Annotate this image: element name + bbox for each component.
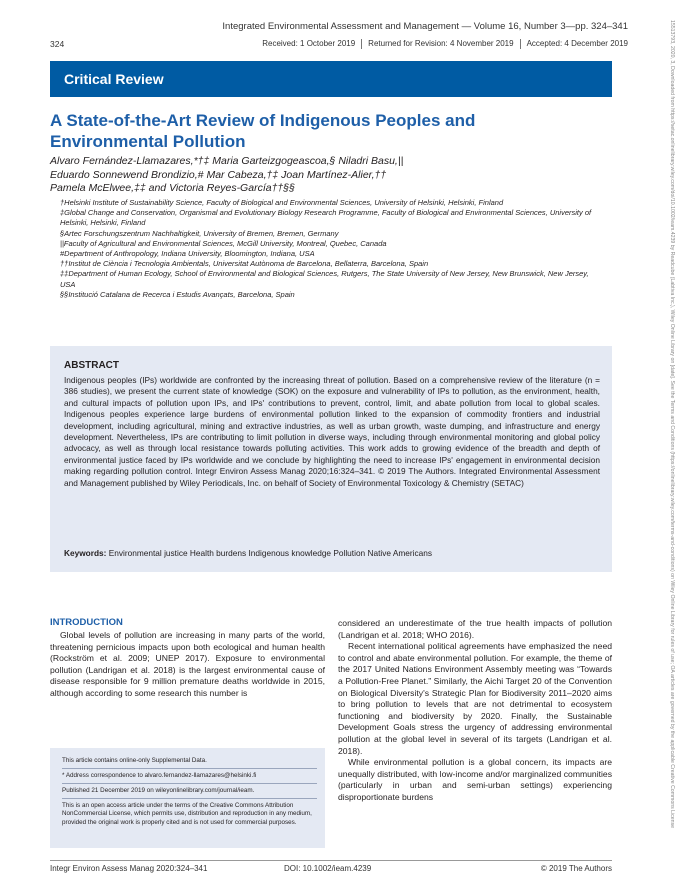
affiliation-item: ‡Global Change and Conservation, Organismal and Evolutionary Biology Research Programme, Faculty of Biological and Environmental Sciences, University of Helsinki, Helsinki, Finland — [60, 208, 592, 228]
abstract-text: Indigenous peoples (IPs) worldwide are confronted by the increasing threat of pollution. Based on a comprehensive review of the literature (n = 386 studies), we present the current state of knowledge (SOK) on the exposure and vulnerability of IPs to pollution, as the environment, health, and cultural impacts of pollution upon IPs, and IPs' contributions to prevent, control, limit, and abate pollution from local to global scales. Indigenous peoples experience large burdens of environmental pollution linked to the expansion of commodity frontiers and industrial development, including agricultural, mining and extractive industries, as well as urban growth, waste dumping, and infrastructure and energy development. Nevertheless, IPs are contributing to limit pollution in diverse ways, including through environmental monitoring and global policy advocacy, as well as through local resistance towards polluting activities. This work adds to growing evidence of the breadth and depth of environmental justice faced by IPs worldwide and we conclude by highlighting the need to increase IPs' engagement in environmental decision making regarding pollution control. Integr Environ Assess Manag 2020;16:324–341. © 2019 The Authors. Integrated Environmental Assessment and Management published by Wiley Periodicals, Inc. on behalf of Society of Environmental Toxicology & Chemistry (SETAC) — [64, 375, 600, 488]
divider — [361, 39, 362, 49]
download-notice: 15513793, 2020, 3, Downloaded from https://setac.onlinelibrary.wiley.com/doi/10.1002/ieam.4239 by Readcube (Labtiva Inc.), Wiley Online Library on [date]. See the Terms and Conditions (https://onlinelibrary.wiley.com/terms-and-conditions) on Wiley Online Library for rules of use; OA articles are governed by the applicable Creative Commons License — [669, 20, 675, 829]
author-line: Alvaro Fernández-Llamazares,*†‡ Maria Garteizgogeascoa,§ Niladri Basu,|| — [50, 155, 404, 167]
affiliation-item: §Artec Forschungszentrum Nachhaltigkeit, University of Bremen, Bremen, Germany — [60, 228, 339, 238]
footer-copyright: © 2019 The Authors — [540, 864, 612, 873]
article-title: A State-of-the-Art Review of Indigenous Peoples and Environmental Pollution — [50, 111, 476, 151]
affiliation-list — [60, 198, 605, 300]
correspondence-note: * Address correspondence to alvaro.fernandez-llamazares@helsinki.fi — [62, 772, 257, 779]
body-paragraph: considered an underestimate of the true health impacts of pollution (Landrigan et al. 2018; WHO 2016). — [338, 618, 612, 640]
returned-date: Returned for Revision: 4 November 2019 — [368, 39, 514, 49]
footer-divider — [50, 860, 612, 861]
author-list — [50, 155, 610, 196]
author-line: Eduardo Sonnewend Brondizio,# Mar Cabeza,†‡ Joan Martínez-Alier,†† — [50, 168, 387, 181]
divider — [62, 783, 317, 784]
article-type-banner — [50, 61, 612, 97]
side-margin-strip — [666, 20, 678, 860]
affiliation-item: ‡‡Department of Human Ecology, School of Environmental and Biological Sciences, Rutgers, The State University of New Jersey, New Brunswick, New Jersey, USA — [60, 269, 589, 289]
published-note: Published 21 December 2019 on wileyonlinelibrary.com/journal/ieam. — [62, 787, 255, 794]
keywords-list: Environmental justice Health burdens Indigenous knowledge Pollution Native Americans — [108, 548, 433, 558]
accepted-date: Accepted: 4 December 2019 — [526, 39, 628, 49]
body-paragraph: Global levels of pollution are increasing in many parts of the world, threatening pernicious impacts upon both ecological and human health (Rockström et al. 2009; UNEP 2017). Exposure to environmental pollution (Landrigan et al. 2018) is the largest environmental cause of disease responsible for 9 million premature deaths worldwide in 2015, although according to some research this number is — [50, 630, 325, 698]
abstract-heading: ABSTRACT — [64, 360, 119, 371]
keywords-label: Keywords: — [64, 548, 107, 558]
body-paragraph: Recent international political agreements have emphasized the need to control and abate environmental pollution. For example, the theme of the 2017 United Nations Environment Assembly meeting was “Towards a Pollution-Free Planet.” Similarly, the Aichi Target 20 of the Convention on Biological Diversity's Strategic Plan for Biodiversity 2011–2020 aims to bring pollution to levels that are not detrimental to ecosystem functioning and biodiversity by 2020. Finally, the Sustainable Development Goals stress the urgency of addressing environmental pollution at the global level in several of its targets (Landrigan et al. 2018). — [338, 641, 612, 756]
divider — [62, 768, 317, 769]
divider — [62, 798, 317, 799]
journal-title: Integrated Environmental Assessment and Management — Volume 16, Number 3—pp. 324–341 — [222, 21, 628, 32]
affiliation-item: †Helsinki Institute of Sustainability Science, Faculty of Biological and Environmental Sciences, University of Helsinki, Helsinki, Finland — [60, 198, 504, 207]
page-number: 324 — [50, 39, 65, 49]
body-paragraph: While environmental pollution is a global concern, its impacts are unequally distributed, with low-income and/or marginalized communities (particularly in urban and semi-urban settings) experiencing disproportionate burdens — [338, 757, 612, 802]
keywords — [64, 548, 600, 558]
received-date: Received: 1 October 2019 — [262, 39, 356, 49]
article-dates — [262, 39, 628, 49]
article-type-label: Critical Review — [64, 71, 164, 87]
affiliation-item: #Department of Anthropology, Indiana University, Bloomington, Indiana, USA — [60, 249, 315, 259]
license-note: This is an open access article under the terms of the Creative Commons Attribution NonCommercial License, which permits use, distribution and reproduction in any medium, provided the original work is properly cited and is not used for commercial purposes. — [62, 802, 312, 826]
affiliation-item: §§Institució Catalana de Recerca i Estudis Avançats, Barcelona, Spain — [60, 289, 295, 299]
author-line: Pamela McElwee,‡‡ and Victoria Reyes-García††§§ — [50, 182, 295, 194]
affiliation-item: ††Institut de Ciència i Tecnologia Ambientals, Universitat Autònoma de Barcelona, Bellaterra, Barcelona, Spain — [60, 259, 429, 269]
left-column — [50, 630, 325, 700]
supplemental-note: This article contains online-only Supplemental Data. — [62, 757, 207, 764]
affiliation-item: ||Faculty of Agricultural and Environmental Sciences, McGill University, Montreal, Quebec, Canada — [60, 238, 387, 248]
footer-citation: Integr Environ Assess Manag 2020:324–341 — [50, 864, 208, 873]
divider — [520, 39, 521, 49]
footnote-box — [50, 748, 325, 848]
introduction-heading: INTRODUCTION — [50, 617, 123, 628]
footer-doi[interactable]: DOI: 10.1002/ieam.4239 — [284, 864, 372, 873]
abstract-box — [50, 346, 612, 572]
right-column — [338, 618, 612, 804]
